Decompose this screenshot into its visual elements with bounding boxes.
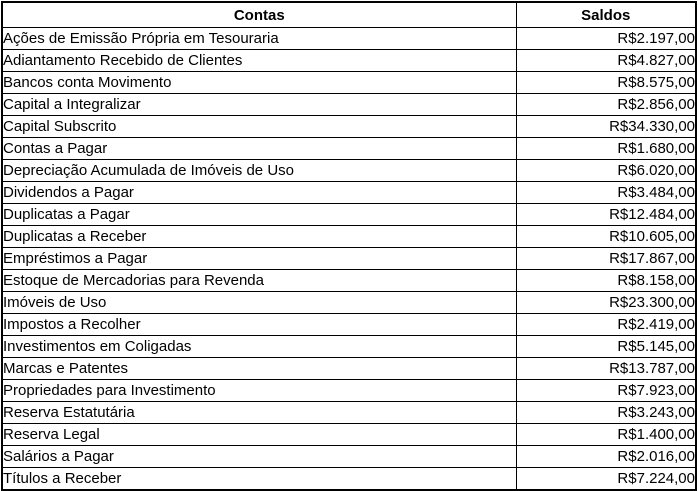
table-row [2,72,696,94]
table-row [2,226,696,248]
table-row [2,138,696,160]
table-row [2,182,696,204]
table-row [2,314,696,336]
table-row [2,270,696,292]
table-row [2,336,696,358]
column-header-contas: Contas [2,2,516,28]
account-name-cell: Depreciação Acumulada de Imóveis de Uso [2,160,516,182]
account-balance-cell: R$1.400,00 [516,424,696,446]
account-balance-cell: R$17.867,00 [516,248,696,270]
accounts-table [1,1,697,491]
account-name-cell: Imóveis de Uso [2,292,516,314]
account-balance-cell: R$2.197,00 [516,28,696,50]
account-balance-cell: R$6.020,00 [516,160,696,182]
account-name-cell: Capital a Integralizar [2,94,516,116]
table-row [2,248,696,270]
account-balance-cell: R$12.484,00 [516,204,696,226]
account-balance-cell: R$7.224,00 [516,468,696,491]
account-balance-cell: R$5.145,00 [516,336,696,358]
account-balance-cell: R$3.243,00 [516,402,696,424]
table-row [2,380,696,402]
table-row [2,468,696,491]
table-header [2,2,696,28]
account-name-cell: Bancos conta Movimento [2,72,516,94]
table-row [2,446,696,468]
account-name-cell: Dividendos a Pagar [2,182,516,204]
account-name-cell: Contas a Pagar [2,138,516,160]
account-balance-cell: R$4.827,00 [516,50,696,72]
account-balance-cell: R$2.016,00 [516,446,696,468]
table-row [2,358,696,380]
table-row [2,424,696,446]
account-balance-cell: R$1.680,00 [516,138,696,160]
table-row [2,28,696,50]
table-row [2,402,696,424]
table-row [2,94,696,116]
table-row [2,50,696,72]
table-row [2,292,696,314]
account-name-cell: Adiantamento Recebido de Clientes [2,50,516,72]
table-row [2,204,696,226]
account-balance-cell: R$2.419,00 [516,314,696,336]
account-name-cell: Salários a Pagar [2,446,516,468]
account-balance-cell: R$34.330,00 [516,116,696,138]
account-name-cell: Capital Subscrito [2,116,516,138]
account-name-cell: Duplicatas a Receber [2,226,516,248]
account-balance-cell: R$13.787,00 [516,358,696,380]
account-name-cell: Investimentos em Coligadas [2,336,516,358]
table-row [2,116,696,138]
account-name-cell: Marcas e Patentes [2,358,516,380]
account-name-cell: Impostos a Recolher [2,314,516,336]
account-balance-cell: R$2.856,00 [516,94,696,116]
account-name-cell: Duplicatas a Pagar [2,204,516,226]
account-balance-cell: R$8.158,00 [516,270,696,292]
account-balance-cell: R$3.484,00 [516,182,696,204]
account-name-cell: Reserva Estatutária [2,402,516,424]
account-balance-cell: R$10.605,00 [516,226,696,248]
account-balance-cell: R$7.923,00 [516,380,696,402]
table-row [2,160,696,182]
account-name-cell: Propriedades para Investimento [2,380,516,402]
account-name-cell: Reserva Legal [2,424,516,446]
account-name-cell: Ações de Emissão Própria em Tesouraria [2,28,516,50]
account-name-cell: Títulos a Receber [2,468,516,491]
column-header-saldos: Saldos [516,2,696,28]
account-balance-cell: R$8.575,00 [516,72,696,94]
table-body [2,28,696,491]
account-name-cell: Empréstimos a Pagar [2,248,516,270]
account-name-cell: Estoque de Mercadorias para Revenda [2,270,516,292]
header-row [2,2,696,28]
account-balance-cell: R$23.300,00 [516,292,696,314]
